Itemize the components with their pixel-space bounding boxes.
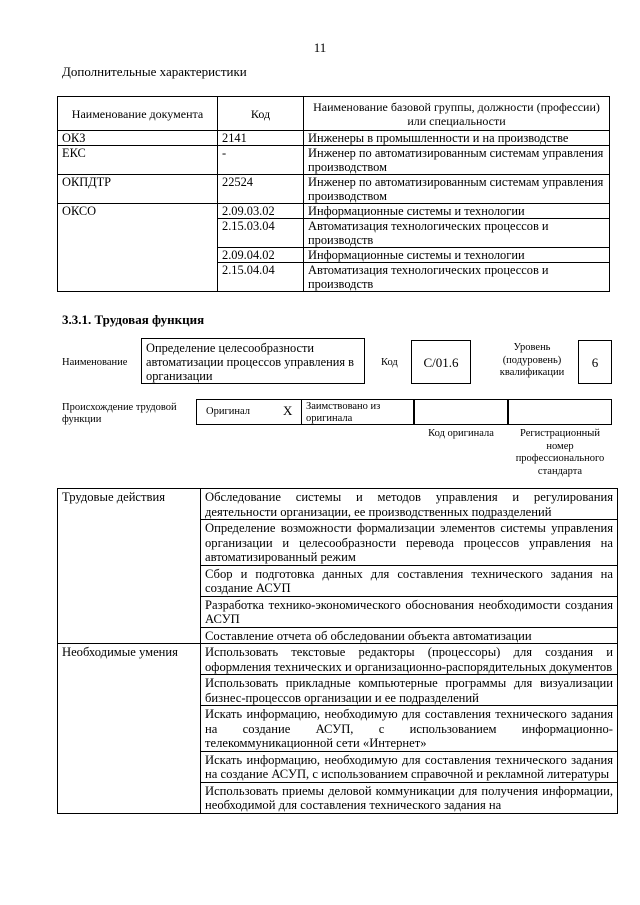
function-name-box: Определение целесообразности автоматизации процессов управления в организации	[141, 338, 365, 384]
labor-function-title: 3.3.1. Трудовая функция	[62, 312, 205, 327]
name-cell: Автоматизация технологических процессов и производств	[304, 263, 610, 292]
code-cell: 22524	[218, 175, 304, 204]
original-code-box	[414, 399, 508, 425]
code-cell: 2.15.04.04	[218, 263, 304, 292]
doc-cell	[58, 248, 218, 263]
code-cell: 2141	[218, 131, 304, 146]
table-row	[58, 248, 610, 263]
doc-cell	[58, 263, 218, 292]
name-cell: Информационные системы и технологии	[304, 204, 610, 219]
original-label: Оригинал	[206, 406, 250, 417]
table-row	[58, 204, 610, 219]
original-mark: X	[283, 403, 293, 418]
level-value-box: 6	[578, 340, 612, 384]
skills-label: Необходимые умения	[58, 644, 201, 814]
action-item: Обследование системы и методов управления и регулирования деятельности организации, ее производственных подразделений	[201, 489, 618, 520]
reg-number-box	[508, 399, 612, 425]
code-cell: 2.09.04.02	[218, 248, 304, 263]
name-cell: Автоматизация технологических процессов и производств	[304, 219, 610, 248]
table-header-row	[58, 97, 610, 131]
doc-cell: ОКСО	[58, 204, 218, 219]
doc-cell: ОКЗ	[58, 131, 218, 146]
code-cell: 2.15.03.04	[218, 219, 304, 248]
header-doc: Наименование документа	[58, 97, 218, 131]
doc-cell: ОКПДТР	[58, 175, 218, 204]
reg-number-label: Регистрационный номер профессионального стандарта	[515, 428, 605, 477]
skill-item: Использовать прикладные компьютерные программы для визуализации бизнес-процессов организации и ее подразделений	[201, 675, 618, 706]
name-cell: Инженер по автоматизированным системам управления производством	[304, 146, 610, 175]
additional-characteristics-table	[57, 96, 610, 292]
skill-item: Искать информацию, необходимую для составления технического задания на создание АСУП, с использованием справочной и рекламной литературы	[201, 751, 618, 782]
table-row	[58, 175, 610, 204]
table-row	[58, 263, 610, 292]
table-row	[58, 146, 610, 175]
name-cell: Инженеры в промышленности и на производстве	[304, 131, 610, 146]
function-code-box: С/01.6	[411, 340, 471, 384]
table-row	[58, 644, 618, 675]
table-row	[58, 131, 610, 146]
name-cell: Информационные системы и технологии	[304, 248, 610, 263]
doc-cell: ЕКС	[58, 146, 218, 175]
original-code-label: Код оригинала	[428, 428, 494, 439]
name-cell: Инженер по автоматизированным системам управления производством	[304, 175, 610, 204]
table-row	[58, 219, 610, 248]
additional-characteristics-title: Дополнительные характеристики	[62, 64, 247, 79]
action-item: Составление отчета об обследовании объекта автоматизации	[201, 627, 618, 644]
action-item: Определение возможности формализации элементов системы управления организации и целесообразности перевода процессов управления на автоматизированный режим	[201, 520, 618, 566]
skill-item: Искать информацию, необходимую для составления технического задания на создание АСУП, с использованием информационно-телекоммуникационной сети «Интернет»	[201, 706, 618, 752]
borrowed-label: Заимствовано из оригинала	[306, 401, 381, 424]
doc-cell	[58, 219, 218, 248]
code-cell: -	[218, 146, 304, 175]
header-code: Код	[218, 97, 304, 131]
table-row	[58, 489, 618, 520]
skill-item: Использовать приемы деловой коммуникации для получения информации, необходимой для составления технического задания на	[201, 782, 618, 813]
actions-label: Трудовые действия	[58, 489, 201, 644]
page-number: 11	[313, 40, 327, 55]
origin-label: Происхождение трудовой функции	[62, 402, 177, 425]
level-label: Уровень (подуровень) квалификации	[499, 342, 565, 378]
origin-divider	[301, 399, 302, 425]
code-cell: 2.09.03.02	[218, 204, 304, 219]
action-item: Сбор и подготовка данных для составления технического задания на создание АСУП	[201, 565, 618, 596]
labor-function-details-table	[57, 488, 618, 814]
header-name: Наименование базовой группы, должности (профессии) или специальности	[304, 97, 610, 131]
name-label: Наименование	[62, 357, 128, 368]
skill-item: Использовать текстовые редакторы (процессоры) для создания и оформления технических и организационно-распорядительных документов	[201, 644, 618, 675]
action-item: Разработка технико-экономического обоснования необходимости создания АСУП	[201, 596, 618, 627]
code-label: Код	[381, 357, 398, 368]
